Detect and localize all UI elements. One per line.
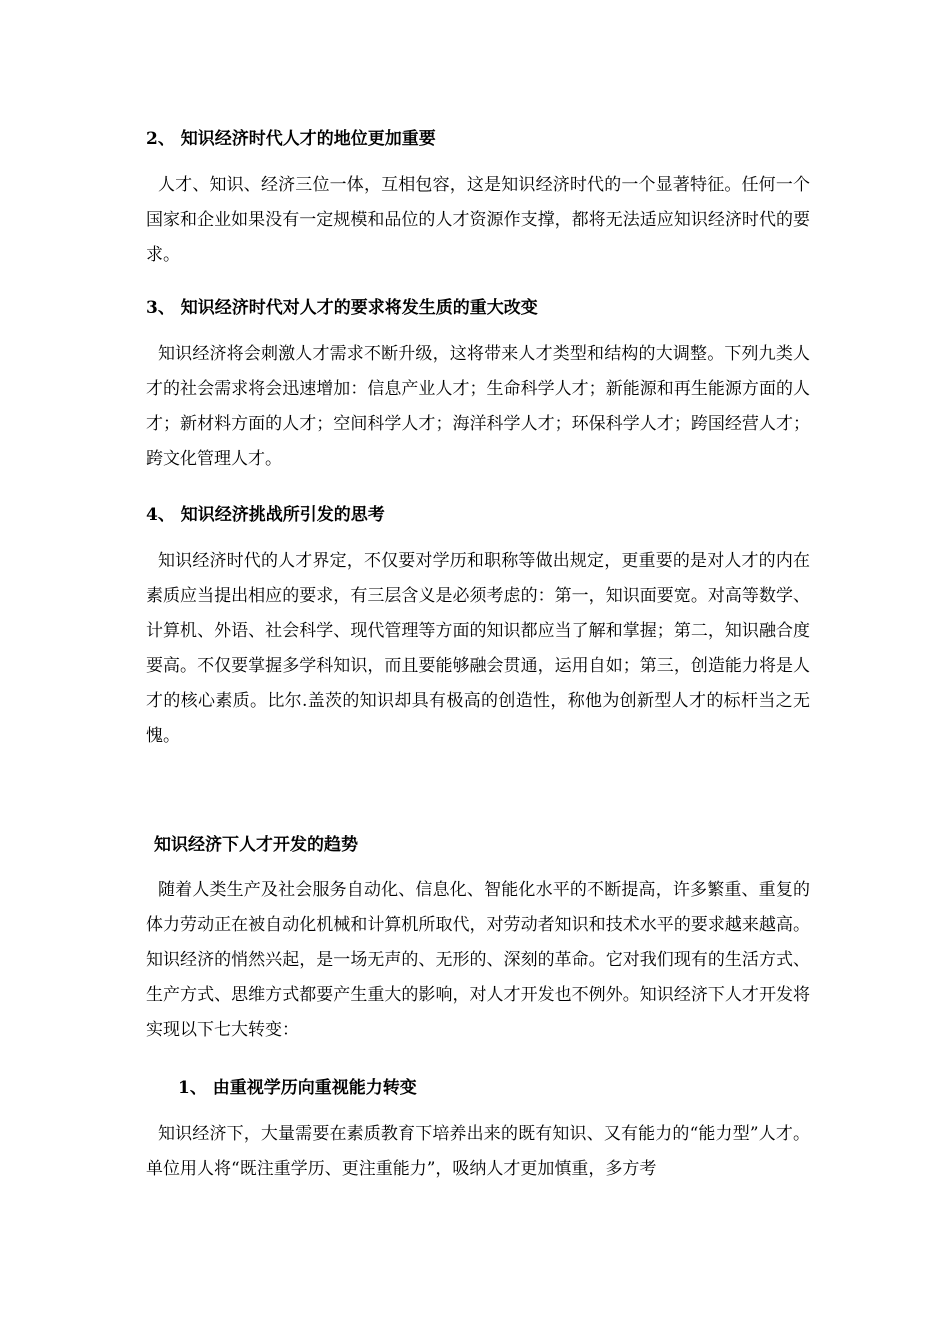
section-heading-3: 3、 知识经济时代对人才的要求将发生质的重大改变 [146, 298, 538, 318]
paragraph-trends: 随着人类生产及社会服务自动化、信息化、智能化水平的不断提高，许多繁重、重复的体力劳动正在被自动化机械和计算机所取代，对劳动者知识和技术水平的要求越来越高。知识经济的悄然兴起，是一场无声的、无形的、深刻的革命。它对我们现有的生活方式、生产方式、思维方式都要产生重大的影响，对人才开发也不例外。知识经济下人才开发将实现以下七大转变： [146, 880, 810, 1040]
chapter-heading-trends: 知识经济下人才开发的趋势 [154, 835, 358, 855]
section-heading-1: 1、 由重视学历向重视能力转变 [178, 1078, 417, 1098]
section-heading-4: 4、 知识经济挑战所引发的思考 [146, 505, 385, 525]
paragraph-talent-demand: 知识经济将会刺激人才需求不断升级，这将带来人才类型和结构的大调整。下列九类人才的社会需求将会迅速增加：信息产业人才；生命科学人才；新能源和再生能源方面的人才；新材料方面的人才；空间科学人才；海洋科学人才；环保科学人才；跨国经营人才；跨文化管理人才。 [146, 344, 810, 469]
paragraph-talent-status: 人才、知识、经济三位一体，互相包容，这是知识经济时代的一个显著特征。任何一个国家和企业如果没有一定规模和品位的人才资源作支撑，都将无法适应知识经济时代的要求。 [146, 175, 810, 265]
paragraph-ability: 知识经济下，大量需要在素质教育下培养出来的既有知识、又有能力的“能力型”人才。单位用人将“既注重学历、更注重能力”，吸纳人才更加慎重，多方考 [146, 1124, 810, 1179]
section-heading-2: 2、 知识经济时代人才的地位更加重要 [146, 129, 436, 149]
paragraph-reflection: 知识经济时代的人才界定，不仅要对学历和职称等做出规定，更重要的是对人才的内在素质应当提出相应的要求，有三层含义是必须考虑的：第一，知识面要宽。对高等数学、计算机、外语、社会科学、现代管理等方面的知识都应当了解和掌握；第二，知识融合度要高。不仅要掌握多学科知识，而且要能够融会贯通，运用自如；第三，创造能力将是人才的核心素质。比尔.盖茨的知识却具有极高的创造性，称他为创新型人才的标杆当之无愧。 [146, 551, 810, 746]
